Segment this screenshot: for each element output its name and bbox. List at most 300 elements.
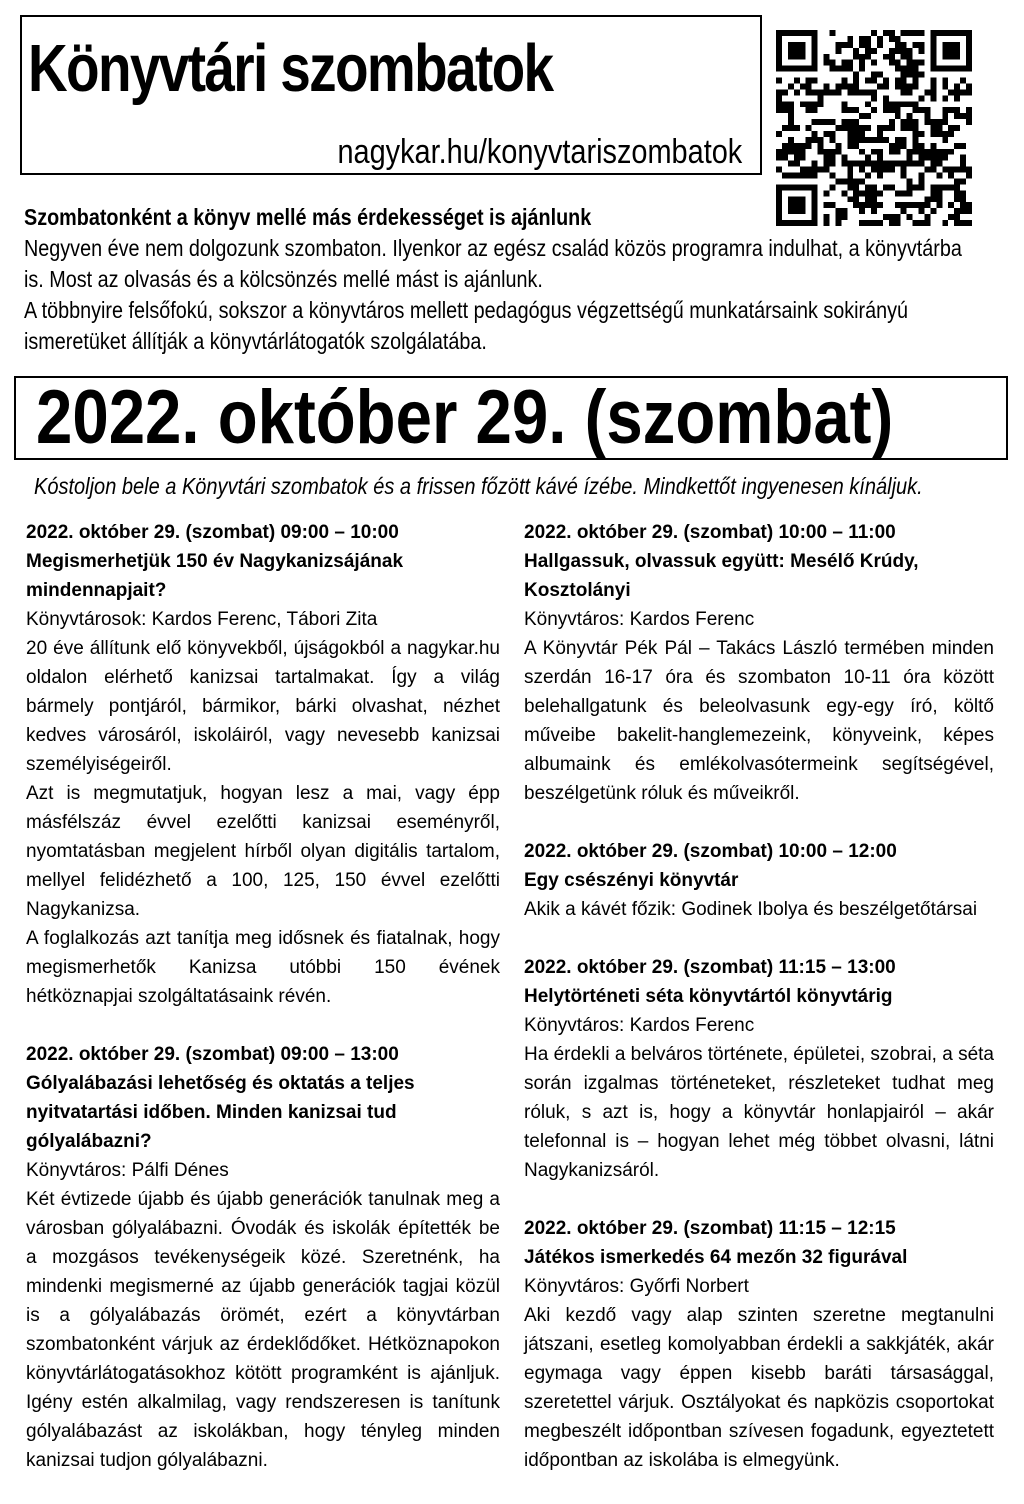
qr-module — [841, 155, 847, 161]
qr-module — [889, 161, 895, 167]
qr-module — [829, 161, 835, 167]
qr-module — [883, 107, 889, 113]
qr-module — [889, 143, 895, 149]
qr-module — [913, 60, 919, 66]
qr-module — [895, 60, 901, 66]
event-librarian: Könyvtáros: Kardos Ferenc — [524, 1015, 755, 1036]
qr-module — [865, 137, 871, 143]
qr-module — [907, 161, 913, 167]
qr-module — [942, 137, 948, 143]
qr-module — [788, 137, 794, 143]
qr-module — [948, 149, 954, 155]
qr-module — [853, 190, 859, 196]
qr-module — [883, 161, 889, 167]
qr-module — [966, 167, 972, 173]
qr-module — [960, 190, 966, 196]
qr-module — [919, 155, 925, 161]
qr-module — [913, 66, 919, 72]
qr-module — [895, 42, 901, 48]
qr-module — [847, 131, 853, 137]
qr-module — [936, 184, 942, 190]
qr-module — [812, 131, 818, 137]
qr-module — [853, 143, 859, 149]
qr-module — [948, 131, 954, 137]
qr-module — [812, 173, 818, 179]
event-reading-together — [524, 518, 994, 808]
qr-module — [942, 155, 948, 161]
qr-module — [794, 161, 800, 167]
qr-module — [895, 101, 901, 107]
qr-module — [824, 131, 830, 137]
qr-module — [924, 113, 930, 119]
qr-module — [889, 60, 895, 66]
qr-module — [877, 83, 883, 89]
qr-module — [794, 173, 800, 179]
qr-module — [960, 161, 966, 167]
qr-module — [913, 107, 919, 113]
qr-module — [901, 119, 907, 125]
qr-module — [841, 101, 847, 107]
qr-module — [788, 149, 794, 155]
qr-module — [877, 161, 883, 167]
qr-module — [954, 167, 960, 173]
event-description: 20 éve állítunk elő könyvekből, újságokból a nagykar.hu oldalon elérhető kanizsai tartalmakat. Így a világ bármely pontjáról, bármikor, bárki olvashat, nézhet kedves városáról, iskoláiról, vagy nevesebb kanizsai személyiségeiről. — [26, 638, 500, 775]
qr-module — [794, 143, 800, 149]
qr-module — [960, 113, 966, 119]
qr-module — [794, 89, 800, 95]
qr-module — [776, 95, 782, 101]
qr-module — [812, 137, 818, 143]
qr-module — [871, 149, 877, 155]
qr-module — [889, 184, 895, 190]
qr-module — [924, 119, 930, 125]
intro-lead: Szombatonként a könyv mellé más érdekességet is ajánlunk — [24, 204, 592, 230]
qr-module — [782, 125, 788, 131]
qr-module — [895, 143, 901, 149]
event-date: 2022. október 29. (szombat) 11:15 – 13:00 — [524, 957, 896, 978]
qr-module — [835, 83, 841, 89]
qr-module — [871, 184, 877, 190]
qr-module — [919, 149, 925, 155]
qr-module — [806, 137, 812, 143]
qr-module — [930, 143, 936, 149]
qr-module — [913, 137, 919, 143]
qr-module — [907, 155, 913, 161]
qr-module — [942, 78, 948, 84]
qr-module — [877, 155, 883, 161]
qr-module — [806, 167, 812, 173]
qr-module — [895, 149, 901, 155]
qr-module — [954, 143, 960, 149]
qr-module — [936, 190, 942, 196]
qr-module — [895, 83, 901, 89]
qr-module — [919, 131, 925, 137]
date-banner-box — [14, 376, 1008, 460]
qr-module — [847, 167, 853, 173]
qr-module — [913, 119, 919, 125]
qr-module — [930, 149, 936, 155]
qr-module — [794, 149, 800, 155]
qr-module — [800, 143, 806, 149]
qr-module — [818, 89, 824, 95]
qr-module — [901, 137, 907, 143]
qr-module — [895, 66, 901, 72]
qr-module — [924, 107, 930, 113]
qr-module — [924, 89, 930, 95]
event-chess — [524, 1214, 994, 1475]
qr-module — [883, 54, 889, 60]
event-title: Játékos ismerkedés 64 mezőn 32 figurával — [524, 1247, 908, 1268]
qr-module — [942, 113, 948, 119]
qr-module — [966, 89, 972, 95]
qr-module — [788, 161, 794, 167]
qr-module — [794, 125, 800, 131]
event-description: A Könyvtár Pék Pál – Takács László termében minden szerdán 16-17 óra és szombaton 10-11 óra között belehallgatunk és beleolvasunk egy-egy író, költő műveibe bakelit-hanglemezeink, könyveink, képes albumaink és emlékolvasótermeink segítségével, beszélgetünk róluk és műveikről. — [524, 638, 994, 804]
qr-module — [859, 137, 865, 143]
qr-module — [948, 184, 954, 190]
qr-module — [919, 60, 925, 66]
qr-module — [871, 72, 877, 78]
qr-module — [782, 89, 788, 95]
qr-module — [841, 42, 847, 48]
qr-module — [806, 173, 812, 179]
qr-module — [829, 184, 835, 190]
qr-module — [883, 30, 889, 36]
tagline: Kóstoljon bele a Könyvtári szombatok és a frissen főzött kávé ízébe. Mindkettőt ingyenesen kínáljuk. — [34, 473, 923, 499]
qr-module — [788, 107, 794, 113]
qr-module — [901, 83, 907, 89]
qr-module — [859, 167, 865, 173]
qr-module — [847, 173, 853, 179]
qr-module — [907, 149, 913, 155]
qr-module — [853, 78, 859, 84]
qr-module — [883, 83, 889, 89]
qr-module — [936, 173, 942, 179]
qr-module — [930, 167, 936, 173]
qr-module — [782, 155, 788, 161]
qr-module — [859, 113, 865, 119]
qr-module — [930, 184, 936, 190]
qr-module — [829, 137, 835, 143]
qr-module — [865, 36, 871, 42]
qr-module — [782, 101, 788, 107]
qr-module — [930, 83, 936, 89]
qr-module — [942, 95, 948, 101]
qr-module — [818, 143, 824, 149]
qr-module — [960, 78, 966, 84]
qr-module — [883, 167, 889, 173]
qr-module — [788, 143, 794, 149]
qr-module — [871, 30, 877, 36]
event-title: Gólyalábazási lehetőség és oktatás a teljes nyitvatartási időben. Minden kanizsai tud gólyalábazni? — [26, 1073, 415, 1152]
qr-module — [824, 190, 830, 196]
qr-module — [907, 54, 913, 60]
event-coffee — [524, 837, 994, 924]
qr-module — [859, 149, 865, 155]
qr-module — [901, 48, 907, 54]
qr-module — [901, 173, 907, 179]
qr-module — [907, 190, 913, 196]
qr-module — [847, 107, 853, 113]
qr-module — [924, 149, 930, 155]
qr-module — [966, 83, 972, 89]
qr-module — [859, 178, 865, 184]
date-banner: 2022. október 29. (szombat) — [36, 375, 894, 460]
qr-module — [954, 83, 960, 89]
qr-module — [913, 184, 919, 190]
qr-module — [930, 119, 936, 125]
qr-module — [859, 42, 865, 48]
event-date: 2022. október 29. (szombat) 10:00 – 11:00 — [524, 522, 896, 543]
qr-module — [853, 89, 859, 95]
qr-module — [788, 113, 794, 119]
qr-module — [829, 173, 835, 179]
qr-module — [901, 167, 907, 173]
qr-module — [948, 167, 954, 173]
qr-module — [800, 101, 806, 107]
qr-module — [930, 190, 936, 196]
qr-module — [877, 173, 883, 179]
qr-module — [877, 149, 883, 155]
qr-module — [930, 95, 936, 101]
qr-module — [800, 173, 806, 179]
qr-module — [859, 161, 865, 167]
qr-module — [895, 161, 901, 167]
qr-module — [919, 143, 925, 149]
qr-module — [847, 143, 853, 149]
qr-module — [806, 83, 812, 89]
qr-module — [889, 54, 895, 60]
qr-module — [919, 107, 925, 113]
qr-module — [919, 161, 925, 167]
qr-module — [924, 167, 930, 173]
event-description: Ha érdekli a belváros története, épületei, szobrai, a séta során izgalmas történeteket, részleteket tudhat meg róluk, s azt is, hogy a könyvtár honlapjairól – akár telefonnal is – hogyan lehet még többet olvasni, látni Nagykanizsáról. — [524, 1044, 994, 1181]
qr-module — [829, 155, 835, 161]
qr-module — [936, 125, 942, 131]
qr-module — [895, 48, 901, 54]
qr-module — [883, 137, 889, 143]
qr-module — [782, 107, 788, 113]
qr-module — [942, 149, 948, 155]
qr-module — [841, 125, 847, 131]
qr-module — [859, 89, 865, 95]
qr-module — [835, 125, 841, 131]
qr-module — [788, 101, 794, 107]
qr-module — [812, 78, 818, 84]
qr-module — [907, 60, 913, 66]
qr-module — [877, 167, 883, 173]
qr-module — [835, 149, 841, 155]
qr-module — [871, 89, 877, 95]
qr-module — [942, 184, 948, 190]
qr-module — [853, 72, 859, 78]
qr-module — [800, 83, 806, 89]
qr-module — [829, 131, 835, 137]
qr-module — [913, 83, 919, 89]
event-description: Azt is megmutatjuk, hogyan lesz a mai, vagy épp másfélszáz évvel ezelőtti kanizsai eseményről, nyomtatásban megjelent hírből olyan digitális tartalom, mellyel felidézhető a 100, 125, 150 évvel ezelőtti Nagykanizsa. — [26, 783, 500, 920]
qr-module — [942, 83, 948, 89]
qr-module — [936, 161, 942, 167]
qr-module — [966, 107, 972, 113]
qr-finder-top-left — [776, 30, 818, 72]
qr-module — [859, 60, 865, 66]
qr-module — [889, 149, 895, 155]
qr-module — [818, 149, 824, 155]
qr-module — [800, 167, 806, 173]
qr-module — [824, 89, 830, 95]
event-date: 2022. október 29. (szombat) 11:15 – 12:15 — [524, 1218, 896, 1239]
qr-module — [841, 107, 847, 113]
qr-module — [824, 161, 830, 167]
qr-module — [942, 119, 948, 125]
qr-module — [859, 125, 865, 131]
qr-module — [812, 119, 818, 125]
qr-module — [966, 113, 972, 119]
qr-module — [871, 190, 877, 196]
qr-module — [930, 89, 936, 95]
qr-module — [782, 173, 788, 179]
qr-module — [913, 149, 919, 155]
qr-module — [818, 137, 824, 143]
qr-module — [919, 48, 925, 54]
event-date: 2022. október 29. (szombat) 10:00 – 12:00 — [524, 841, 897, 862]
qr-module — [788, 83, 794, 89]
qr-module — [853, 54, 859, 60]
qr-module — [883, 125, 889, 131]
website-url[interactable]: nagykar.hu/konyvtariszombatok — [337, 133, 742, 171]
qr-module — [930, 78, 936, 84]
qr-module — [776, 89, 782, 95]
qr-module — [871, 161, 877, 167]
qr-finder-top-right — [930, 30, 972, 72]
qr-module — [776, 101, 782, 107]
qr-module — [907, 66, 913, 72]
qr-module — [853, 48, 859, 54]
qr-module — [907, 119, 913, 125]
qr-module — [901, 161, 907, 167]
event-stilts — [26, 1040, 500, 1475]
qr-module — [907, 113, 913, 119]
intro-paragraph-2: A többnyire felsőfokú, sokszor a könyvtáros mellett pedagógus végzettségű munkatársaink sokirányú ismeretüket állítják a könyvtárlátogatók szolgálatába. — [24, 297, 908, 354]
qr-module — [847, 125, 853, 131]
qr-module — [901, 78, 907, 84]
qr-module — [954, 95, 960, 101]
qr-module — [907, 178, 913, 184]
qr-module — [859, 131, 865, 137]
event-description: A foglalkozás azt tanítja meg idősnek és fiatalnak, hogy megismerhetők Kanizsa utóbbi 150 évének hétköznapjai szolgáltatásaink révén. — [26, 928, 500, 1007]
qr-module — [936, 155, 942, 161]
qr-module — [865, 113, 871, 119]
qr-module — [895, 113, 901, 119]
qr-module — [913, 42, 919, 48]
qr-module — [960, 155, 966, 161]
left-column — [26, 518, 500, 1504]
qr-module — [782, 143, 788, 149]
qr-module — [871, 137, 877, 143]
qr-module — [948, 107, 954, 113]
qr-module — [901, 101, 907, 107]
qr-code[interactable] — [776, 30, 972, 226]
qr-module — [841, 178, 847, 184]
qr-module — [901, 72, 907, 78]
qr-module — [877, 36, 883, 42]
event-title: Megismerhetjük 150 év Nagykanizsájának mindennapjait? — [26, 551, 404, 601]
qr-module — [776, 131, 782, 137]
right-column — [524, 518, 994, 1504]
qr-module — [776, 155, 782, 161]
qr-module — [889, 30, 895, 36]
qr-module — [960, 89, 966, 95]
qr-module — [829, 89, 835, 95]
qr-module — [812, 167, 818, 173]
qr-module — [841, 161, 847, 167]
qr-module — [889, 36, 895, 42]
qr-module — [924, 155, 930, 161]
qr-module — [788, 173, 794, 179]
qr-module — [954, 178, 960, 184]
event-date: 2022. október 29. (szombat) 09:00 – 13:00 — [26, 1044, 399, 1065]
qr-module — [901, 125, 907, 131]
event-description: Két évtizede újabb és újabb generációk tanulnak meg a városban gólyalábazni. Óvodák és iskolák építették be a mozgásos tevékenységeik közé. Szeretnénk, ha mindenki megismerné az újabb generációk tagjai közül is a gólyalábazás örömét, ezért a könyvtárban szombatonként várjuk az érdeklődőket. Hétköznapokon könyvtárlátogatásokhoz kötött programként is ajánljuk. Igény estén alkalmilag, vagy rendszeresen is tanítunk gólyalábazást az iskolákban, hogy tényleg minden kanizsai tudjon gólyalábazni. — [26, 1189, 500, 1471]
qr-module — [853, 119, 859, 125]
qr-module — [835, 89, 841, 95]
event-librarian: Akik a kávét főzik: Godinek Ibolya és beszélgetőtársai — [524, 899, 978, 920]
qr-module — [930, 125, 936, 131]
qr-module — [800, 149, 806, 155]
qr-module — [847, 178, 853, 184]
qr-module — [871, 167, 877, 173]
qr-module — [847, 137, 853, 143]
qr-module — [966, 173, 972, 179]
qr-module — [853, 184, 859, 190]
qr-module — [960, 178, 966, 184]
qr-module — [877, 42, 883, 48]
qr-module — [877, 131, 883, 137]
qr-module — [824, 60, 830, 66]
event-title: Hallgassuk, olvassuk együtt: Mesélő Krúdy, Kosztolányi — [524, 551, 919, 601]
qr-module — [930, 161, 936, 167]
event-librarian: Könyvtárosok: Kardos Ferenc, Tábori Zita — [26, 609, 378, 630]
qr-module — [930, 155, 936, 161]
qr-module — [829, 66, 835, 72]
qr-module — [859, 190, 865, 196]
qr-module — [847, 119, 853, 125]
qr-module — [895, 190, 901, 196]
qr-module — [895, 107, 901, 113]
qr-module — [936, 131, 942, 137]
qr-module — [877, 72, 883, 78]
qr-module — [824, 54, 830, 60]
qr-module — [883, 78, 889, 84]
qr-module — [782, 149, 788, 155]
qr-module — [930, 131, 936, 137]
qr-module — [835, 66, 841, 72]
qr-module — [877, 190, 883, 196]
qr-module — [806, 143, 812, 149]
qr-module — [913, 131, 919, 137]
qr-module — [812, 89, 818, 95]
qr-module — [776, 167, 782, 173]
qr-module — [901, 66, 907, 72]
qr-module — [919, 30, 925, 36]
qr-module — [936, 119, 942, 125]
qr-module — [889, 48, 895, 54]
qr-module — [954, 113, 960, 119]
page-title: Könyvtári szombatok — [28, 31, 553, 106]
qr-module — [841, 78, 847, 84]
qr-module — [788, 119, 794, 125]
qr-module — [806, 78, 812, 84]
